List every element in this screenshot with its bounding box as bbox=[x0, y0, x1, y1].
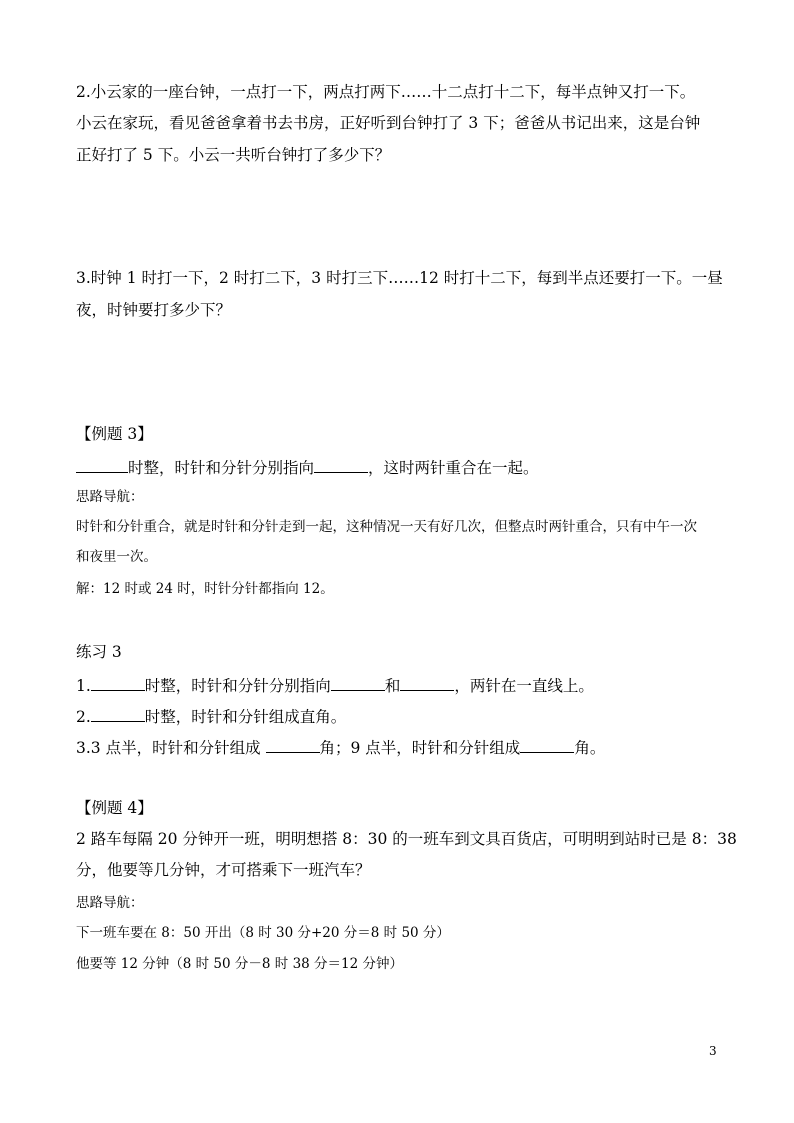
example4-heading: 【例题 4】 bbox=[76, 799, 153, 817]
answer-blank bbox=[266, 738, 320, 753]
practice3-item1 bbox=[76, 676, 594, 695]
example4-hint-line2: 他要等 12 分钟（8 时 50 分－8 时 38 分＝12 分钟） bbox=[76, 956, 404, 972]
page-number: 3 bbox=[709, 1044, 717, 1058]
example3-heading: 【例题 3】 bbox=[76, 425, 153, 443]
practice3-item1-a: 时整，时针和分针分别指向 bbox=[144, 677, 331, 695]
answer-blank bbox=[91, 676, 145, 691]
problem2-line1: 2.小云家的一座台钟，一点打一下，两点打两下……十二点打十二下，每半点钟又打一下。 bbox=[76, 83, 696, 101]
answer-blank bbox=[91, 707, 145, 722]
problem3-line1: 3.时钟 1 时打一下，2 时打二下，3 时打三下……12 时打十二下，每到半点还要打一下。一昼 bbox=[76, 269, 723, 287]
practice3-item2 bbox=[76, 707, 346, 726]
example4-hint-line1: 下一班车要在 8：50 开出（8 时 30 分+20 分＝8 时 50 分） bbox=[76, 925, 450, 941]
example3-hint-line2: 和夜里一次。 bbox=[76, 549, 157, 565]
example3-hint-line1: 时针和分针重合，就是时针和分针走到一起，这种情况一天有好几次，但整点时两针重合，只有中午一次 bbox=[76, 519, 697, 535]
answer-blank bbox=[76, 458, 128, 473]
problem3-line2: 夜，时钟要打多少下？ bbox=[76, 301, 232, 319]
problem2-line3: 正好打了 5 下。小云一共听台钟打了多少下？ bbox=[76, 146, 391, 164]
practice3-item1-num: 1. bbox=[76, 677, 91, 695]
practice3-item2-a: 时整，时针和分针组成直角。 bbox=[144, 708, 347, 726]
example3-hint-label: 思路导航： bbox=[76, 489, 144, 505]
answer-blank bbox=[400, 676, 454, 691]
practice3-item3-c: 角。 bbox=[574, 739, 606, 757]
example4-line1: 2 路车每隔 20 分钟开一班，明明想搭 8：30 的一班车到文具百货店，可明明到站时已是 8：38 bbox=[76, 830, 737, 848]
practice3-item1-b: 和 bbox=[384, 677, 401, 695]
practice3-item2-num: 2. bbox=[76, 708, 91, 726]
example3-solution: 解：12 时或 24 时，时针分针都指向 12。 bbox=[76, 581, 334, 597]
example3-question-a: 时整，时针和分针分别指向 bbox=[128, 459, 315, 477]
answer-blank bbox=[314, 458, 368, 473]
practice3-item1-c: ，两针在一直线上。 bbox=[454, 677, 594, 695]
answer-blank bbox=[520, 738, 574, 753]
practice3-heading: 练习 3 bbox=[76, 643, 122, 661]
example3-question-b: ，这时两针重合在一起。 bbox=[368, 459, 539, 477]
practice3-item3-a: 3.3 点半，时针和分针组成 bbox=[76, 739, 266, 757]
example3-question bbox=[76, 458, 539, 477]
example4-hint-label: 思路导航： bbox=[76, 895, 144, 911]
practice3-item3-b: 角；9 点半，时针和分针组成 bbox=[319, 739, 521, 757]
problem2-line2: 小云在家玩，看见爸爸拿着书去书房，正好听到台钟打了 3 下；爸爸从书记出来，这是台钟 bbox=[76, 114, 701, 132]
answer-blank bbox=[331, 676, 385, 691]
example4-line2: 分，他要等几分钟，才可搭乘下一班汽车？ bbox=[76, 861, 371, 879]
practice3-item3 bbox=[76, 738, 605, 757]
